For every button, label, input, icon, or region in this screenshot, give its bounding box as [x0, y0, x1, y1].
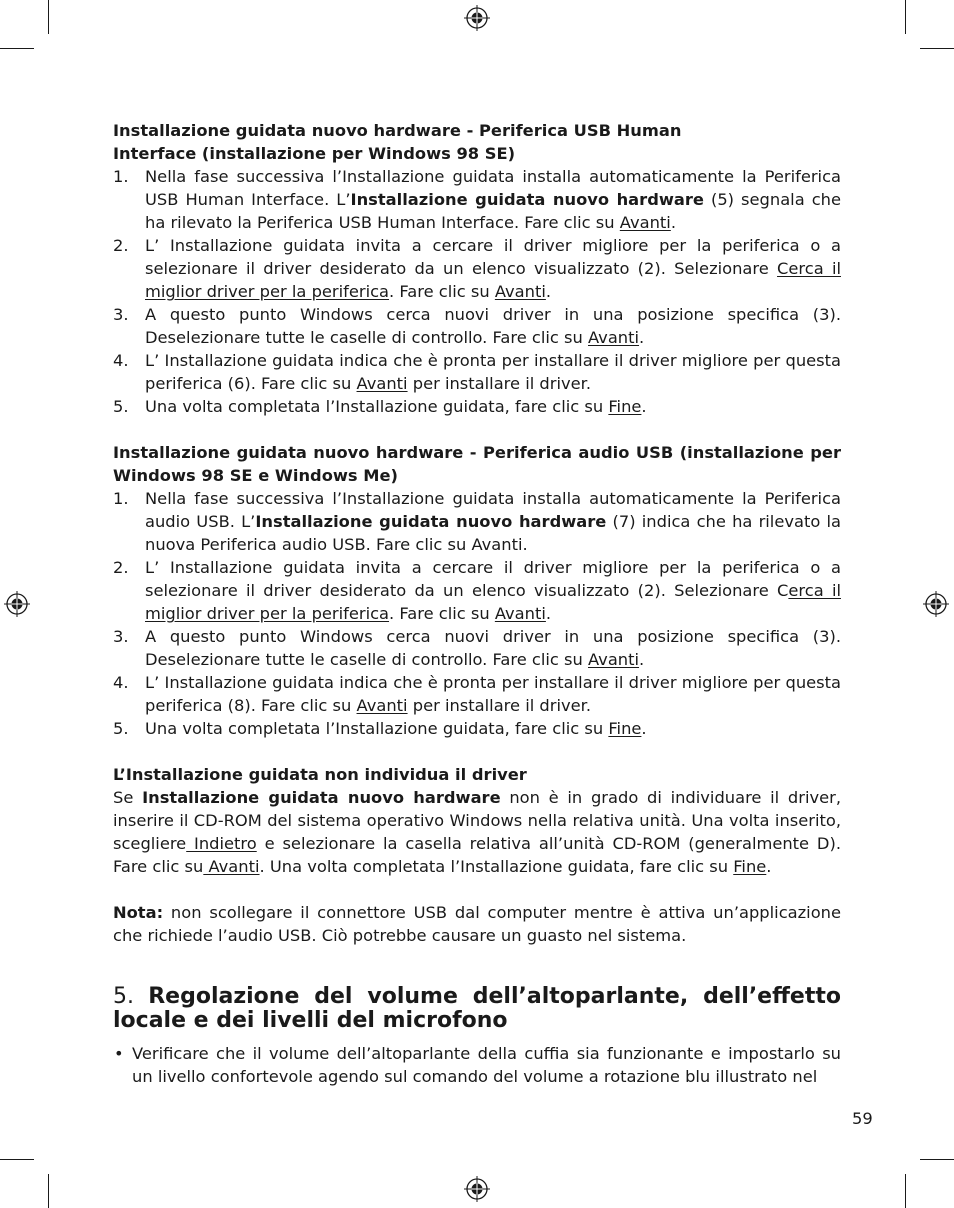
- step-number: 1.: [113, 489, 129, 508]
- section-heading: Installazione guidata nuovo hardware - Periferica USB Human Interface (installazione per Windows 98 SE): [113, 121, 682, 163]
- step-number: 5.: [113, 397, 129, 416]
- crop-mark: [0, 48, 34, 49]
- list-item: [113, 234, 841, 303]
- step-number: 1.: [113, 167, 129, 186]
- chapter-heading: [113, 985, 841, 1033]
- step-text: .: [641, 719, 647, 738]
- step-text: L’ Installazione guidata invita a cercare il driver migliore per la periferica o a selezionare il driver desiderato da un elenco visualizzato (2). Selezionare C: [145, 558, 841, 600]
- step-number: 4.: [113, 673, 129, 692]
- cerca-driver-link: Cerca il miglior driver per la periferica: [145, 259, 841, 301]
- avanti-link: Avanti: [619, 213, 671, 232]
- bullet-list: [113, 1042, 841, 1088]
- step-text: L’ Installazione guidata invita a cercare il driver migliore per la periferica o a selezionare il driver desiderato da un elenco visualizzato (2). Selezionare: [145, 236, 841, 278]
- step-number: 2.: [113, 558, 129, 577]
- step-number: 2.: [113, 236, 129, 255]
- paragraph-text: non è in grado di individuare il driver, inserire il CD-ROM del sistema operativo Windows nella relativa unità. Una volta inserito, scegliere: [113, 788, 841, 853]
- page-number: 59: [852, 1109, 873, 1128]
- paragraph-emphasis: Installazione guidata nuovo hardware: [142, 788, 501, 807]
- step-number: 3.: [113, 627, 129, 646]
- section-heading: L’Installazione guidata non individua il driver: [113, 765, 527, 784]
- bullet-text: Verificare che il volume dell’altoparlante della cuffia sia funzionante e impostarlo su un livello confortevole agendo sul comando del volume a rotazione blu illustrato nel: [132, 1044, 841, 1086]
- list-item: [113, 165, 841, 234]
- chapter-number: 5.: [113, 984, 149, 1009]
- step-text: .: [639, 328, 645, 347]
- step-text: A questo punto Windows cerca nuovi driver in una posizione specifica (3). Deselezionare tutte le caselle di controllo. Fare clic su: [145, 627, 841, 669]
- step-text: (5) segnala che ha rilevato la Periferica USB Human Interface. Fare clic su: [145, 190, 841, 232]
- crop-mark: [48, 0, 49, 34]
- step-text: L’ Installazione guidata indica che è pronta per installare il driver migliore per questa periferica (6). Fare clic su: [145, 351, 841, 393]
- step-text: .: [670, 213, 677, 232]
- page-content: [113, 119, 841, 1088]
- paragraph-text: Se: [113, 788, 143, 807]
- step-text: . Fare clic su: [389, 604, 495, 623]
- crop-mark: [905, 1174, 906, 1208]
- step-text: A questo punto Windows cerca nuovi driver in una posizione specifica (3). Deselezionare tutte le caselle di controllo. Fare clic su: [145, 305, 841, 347]
- note-label: Nota:: [113, 903, 164, 922]
- steps-list: [113, 165, 841, 418]
- paragraph-text: . Una volta completata l’Installazione guidata, fare clic su: [259, 857, 734, 876]
- cerca-driver-link: erca il miglior driver per la periferica: [145, 581, 841, 623]
- chapter-title: Regolazione del volume dell’altoparlante, dell’effetto locale e dei livelli del microfono: [113, 984, 841, 1033]
- list-item: [113, 349, 841, 395]
- crop-mark: [48, 1174, 49, 1208]
- note-paragraph: [113, 901, 841, 947]
- crop-mark: [920, 48, 954, 49]
- avanti-link: Avanti: [203, 857, 260, 876]
- registration-mark-icon: [464, 5, 490, 31]
- avanti-link: Avanti: [356, 696, 408, 715]
- avanti-link: Avanti: [356, 374, 408, 393]
- list-item: [113, 1042, 841, 1088]
- paragraph: [113, 786, 841, 878]
- avanti-link: Avanti: [588, 328, 640, 347]
- step-text: Una volta completata l’Installazione guidata, fare clic su: [145, 719, 609, 738]
- fine-link: Fine: [608, 397, 642, 416]
- avanti-link: Avanti: [494, 282, 546, 301]
- step-emphasis: Installazione guidata nuovo hardware: [350, 190, 704, 209]
- avanti-link: Avanti: [588, 650, 640, 669]
- list-item: [113, 671, 841, 717]
- step-text: .: [545, 282, 552, 301]
- step-text: per installare il driver.: [407, 374, 591, 393]
- crop-mark: [920, 1159, 954, 1160]
- registration-mark-icon: [4, 591, 30, 617]
- fine-link: Fine: [608, 719, 642, 738]
- paragraph-text: e selezionare la casella relativa all’unità CD-ROM (generalmente D). Fare clic su: [113, 834, 841, 876]
- step-text: L’ Installazione guidata indica che è pronta per installare il driver migliore per questa periferica (8). Fare clic su: [145, 673, 841, 715]
- list-item: [113, 395, 841, 418]
- step-text: per installare il driver.: [407, 696, 591, 715]
- step-text: .: [639, 650, 645, 669]
- crop-mark: [905, 0, 906, 34]
- step-number: 5.: [113, 719, 129, 738]
- crop-mark: [0, 1159, 34, 1160]
- registration-mark-icon: [464, 1176, 490, 1202]
- step-text: .: [641, 397, 647, 416]
- step-text: Nella fase successiva l’Installazione guidata installa automaticamente la Periferica audio USB. L’: [145, 489, 841, 531]
- step-text: Nella fase successiva l’Installazione guidata installa automaticamente la Periferica USB Human Interface. L’: [145, 167, 841, 209]
- list-item: [113, 717, 841, 740]
- step-number: 3.: [113, 305, 129, 324]
- list-item: [113, 487, 841, 556]
- paragraph-text: .: [766, 857, 772, 876]
- list-item: [113, 303, 841, 349]
- bullet-icon: •: [114, 1044, 124, 1063]
- steps-list: [113, 487, 841, 740]
- fine-link: Fine: [733, 857, 767, 876]
- avanti-link: Avanti: [494, 604, 546, 623]
- indietro-link: Indietro: [186, 834, 257, 853]
- list-item: [113, 625, 841, 671]
- list-item: [113, 556, 841, 625]
- section-heading: Installazione guidata nuovo hardware - Periferica audio USB (installazione per Windows 98 SE e Windows Me): [113, 443, 841, 485]
- step-text: Una volta completata l’Installazione guidata, fare clic su: [145, 397, 609, 416]
- step-text: . Fare clic su: [389, 282, 495, 301]
- step-text: .: [545, 604, 552, 623]
- registration-mark-icon: [923, 591, 949, 617]
- step-number: 4.: [113, 351, 129, 370]
- step-text: (7) indica che ha rilevato la nuova Periferica audio USB. Fare clic su Avanti.: [145, 512, 841, 554]
- step-emphasis: Installazione guidata nuovo hardware: [255, 512, 607, 531]
- note-text: non scollegare il connettore USB dal computer mentre è attiva un’applicazione che richiede l’audio USB. Ciò potrebbe causare un guasto nel sistema.: [113, 903, 841, 945]
